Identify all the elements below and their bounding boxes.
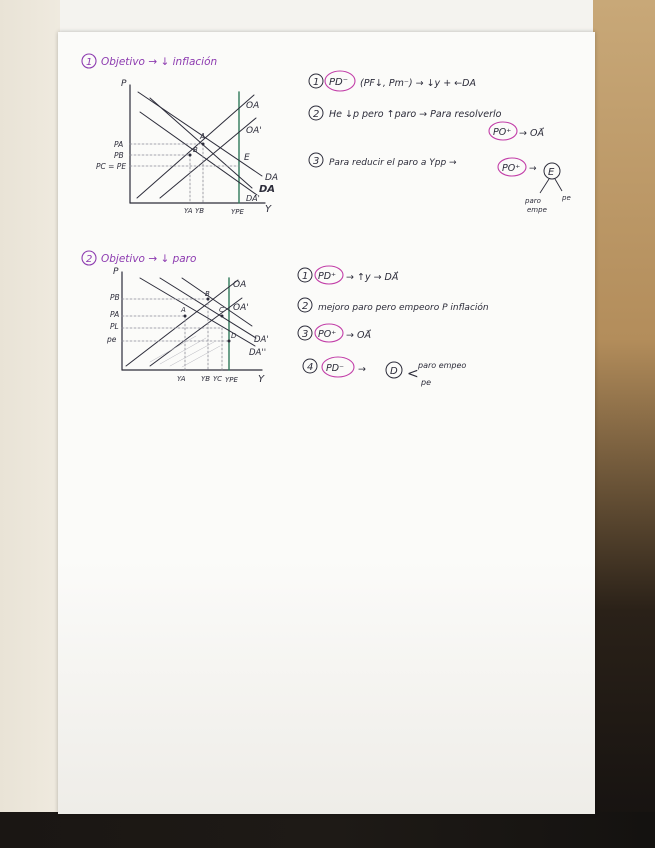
section1-notes [309,71,571,214]
s1-note1-number: 1 [313,77,320,88]
graph1-point-b: B [193,146,198,154]
graph1-label-da2: DA [259,184,276,195]
section2-title: Objetivo → ↓ paro [101,253,197,265]
graph1-da-prime-curve [150,98,252,188]
graph2-point-d: D [231,332,237,340]
s2-note1-number: 1 [302,271,309,282]
s2-note3-number: 3 [302,329,309,340]
s1-note1-text: (PF↓, Pm⁻) → ↓y + ←DA [360,78,476,89]
graph2-tick-ya: YA [177,375,186,383]
s1-note2-tail: → OA⃗ [519,128,544,139]
graph2-tick-pb: PB [110,293,120,302]
s1-note3-branch-paro: paro [525,197,541,205]
graph2-point-b: B [205,290,210,298]
s1-note2-number: 2 [313,109,320,120]
graph1-tick-ya: YA [184,207,193,215]
graph2-point-a: A [181,306,186,314]
s1-note2-circled: PO⁺ [493,127,512,138]
graph1-label-oa-prime: OA' [246,126,262,136]
graph1 [96,79,278,216]
s2-note1-text: → ↑y → DA⃗ [346,272,399,283]
section1-heading [82,54,217,68]
graph2-x-axis-label: Y [258,374,265,385]
graph1-dot-b [189,154,192,157]
graph1-x-axis-label: Y [265,204,272,215]
graph2 [106,267,269,385]
s2-note3-text: → OA⃗ [346,330,371,341]
s2-note1-circled: PD⁺ [318,271,337,282]
graph1-point-a: A [200,132,206,141]
graph1-label-da1: DA [265,173,279,183]
graph1-tick-pa: PA [114,140,124,149]
graph1-tick-pc: PC = PE [96,162,127,171]
s1-note3-circled: PO⁺ [502,163,521,174]
graph2-label-da-dprime: DA'' [249,348,267,358]
s2-note4-circled: PD⁻ [326,363,345,374]
s2-note3-circled: PO⁺ [318,329,337,340]
section2-number: 2 [86,254,93,265]
s1-note3-branch-pe: pe [562,194,571,202]
section1-title: Objetivo → ↓ inflación [101,56,218,68]
graph1-y-axis-label: P [121,79,127,89]
s2-note2-number: 2 [302,301,309,312]
graph1-dot-a [202,143,205,146]
s1-note1-circled: PD⁻ [329,77,349,88]
graph1-label-da-prime: DA' [246,194,260,203]
s2-note4-text: → [358,364,366,375]
s2-note4-end: D [390,366,398,377]
s2-note4-number: 4 [307,362,314,373]
s1-note3-tail: → [529,164,537,174]
section2-heading [82,251,196,265]
graph2-tick-pl: PL [110,322,119,331]
graph1-tick-pb: PB [114,151,124,160]
graph1-label-oa: OA [246,101,260,111]
graph2-oa-prime-curve [150,298,242,366]
graph1-tick-ype: YPE [231,208,244,216]
graph2-tick-yc: YC [213,375,223,383]
s2-note4-branch-2: pe [421,378,431,387]
s1-note2-text: He ↓p pero ↑paro → Para resolverlo [329,109,502,120]
graph1-label-e: E [244,153,250,163]
graph2-y-axis-label: P [113,267,119,277]
graph1-tick-yb: YB [195,207,205,215]
s2-note4-branch-1: paro empeo [418,361,467,370]
s1-note3-branch-empe: empe [527,206,547,214]
graph2-tick-pe: pe [107,335,117,344]
s1-note3-end: E [548,167,555,178]
section2-notes [298,266,489,387]
section1-number: 1 [86,57,93,68]
graph1-oa-prime-curve [160,118,256,198]
graph2-tick-yb: YB [201,375,211,383]
graph2-tick-pa: PA [110,310,120,319]
graph2-label-oa: OA [233,280,247,290]
graph2-oa-curve [126,280,238,366]
s2-note4-brace: < [407,366,419,382]
s1-note3-text: Para reducir el paro a Ypp → [329,158,457,168]
s2-note2-text: mejoro paro pero empeoro P inflación [318,303,489,313]
graph2-label-oa-prime: OA' [233,303,249,313]
graph2-label-da-prime: DA' [254,335,269,345]
graph2-point-c: C [219,306,224,314]
s1-note3-number: 3 [313,156,320,167]
graph2-tick-ype: YPE [225,376,238,384]
